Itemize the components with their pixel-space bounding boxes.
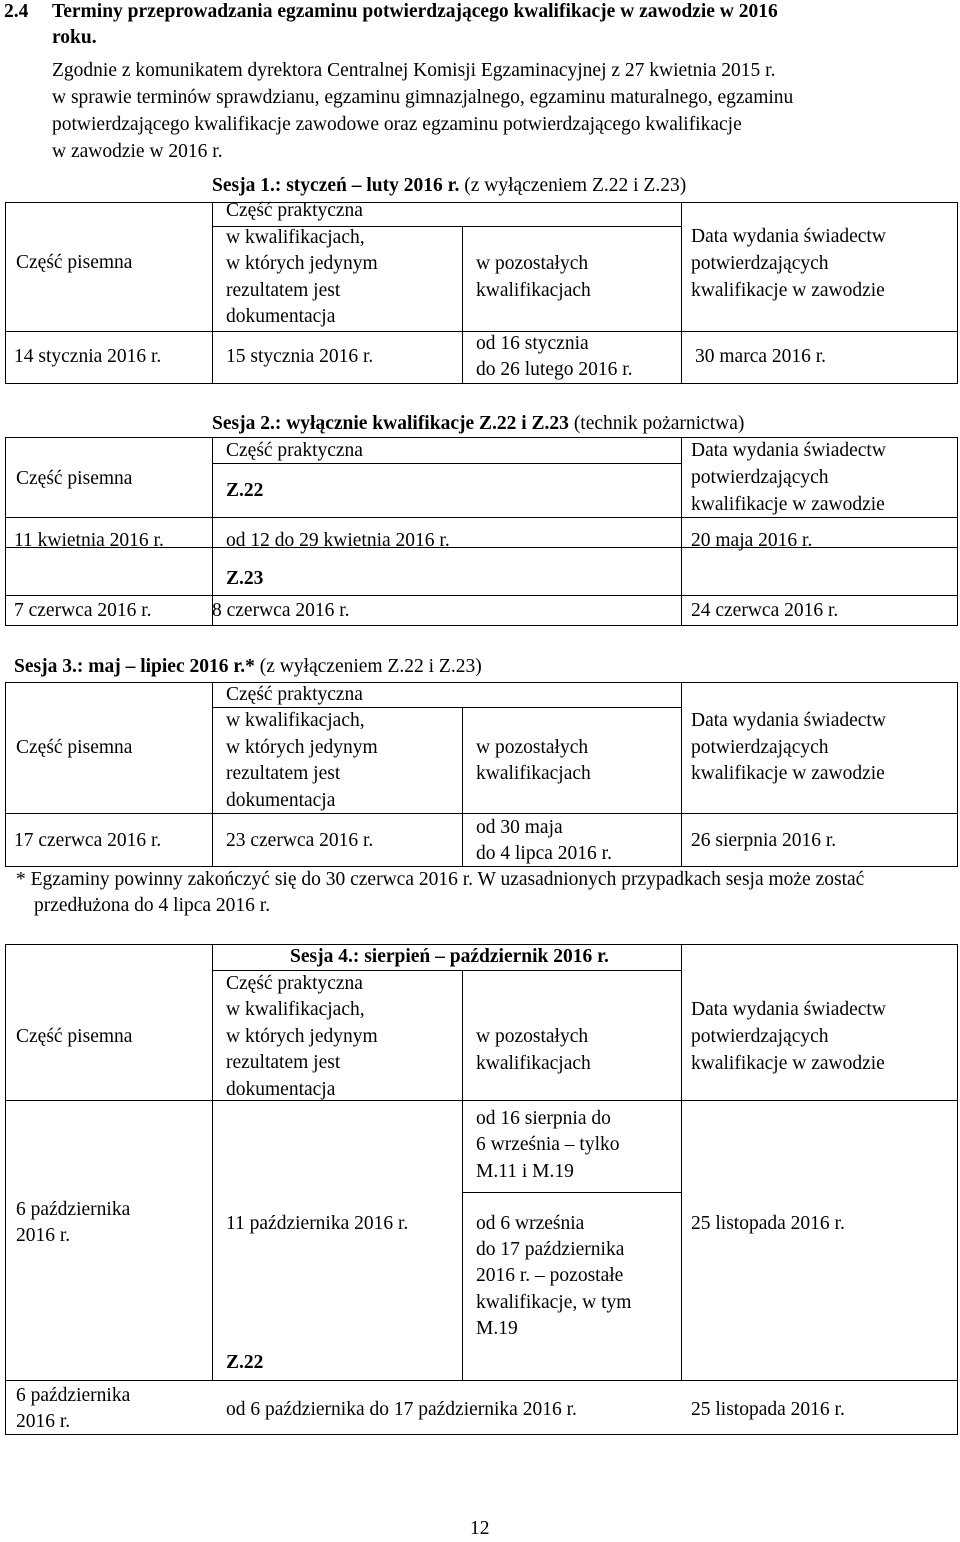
- doc-qual-label: w kwalifikacjach,: [226, 710, 365, 731]
- session4-title: Sesja 4.: sierpień – październik 2016 r.: [290, 946, 609, 967]
- section-title-cont: roku.: [52, 27, 97, 48]
- practical-date: od 12 do 29 kwietnia 2016 r.: [226, 530, 450, 551]
- practical-part-header: Część praktyczna: [226, 684, 363, 705]
- cert-date-header: potwierdzających: [691, 737, 829, 758]
- written-part-header: Część pisemna: [16, 1026, 133, 1047]
- cert-date-header: kwalifikacje w zawodzie: [691, 763, 885, 784]
- session1-title: Sesja 1.: styczeń – luty 2016 r. (z wyłączeniem Z.22 i Z.23): [212, 175, 687, 196]
- doc-qual-label: rezultatem jest: [226, 280, 341, 301]
- intro-line: Zgodnie z komunikatem dyrektora Centralnej Komisji Egzaminacyjnej z 27 kwietnia 2015 r.: [52, 60, 776, 81]
- other-qual-label: w pozostałych: [476, 1026, 589, 1047]
- doc-practical-date: 23 czerwca 2016 r.: [226, 830, 374, 851]
- intro-line: w zawodzie w 2016 r.: [52, 141, 223, 162]
- cert-date-header: Data wydania świadectw: [691, 226, 886, 247]
- cert-date-header: kwalifikacje w zawodzie: [691, 280, 885, 301]
- cert-date: 26 sierpnia 2016 r.: [691, 830, 837, 851]
- doc-qual-label: w których jedynym: [226, 253, 378, 274]
- written-date: 6 października: [16, 1199, 131, 1220]
- practical-date: od 6 października do 17 października 2016 r.: [226, 1399, 577, 1420]
- written-date: 2016 r.: [16, 1411, 71, 1432]
- written-date: 6 października: [16, 1385, 131, 1406]
- m11-practical-date: M.11 i M.19: [476, 1161, 574, 1182]
- qualification-code: Z.23: [226, 568, 264, 589]
- doc-qual-label: dokumentacja: [226, 1079, 336, 1100]
- cert-date: 25 listopada 2016 r.: [691, 1213, 845, 1234]
- doc-practical-date: 11 października 2016 r.: [226, 1213, 409, 1234]
- doc-qual-label: w kwalifikacjach,: [226, 227, 365, 248]
- intro-line: potwierdzającego kwalifikacje zawodowe oraz egzaminu potwierdzającego kwalifikacje: [52, 114, 742, 135]
- practical-date: 8 czerwca 2016 r.: [212, 600, 350, 621]
- cert-date: 25 listopada 2016 r.: [691, 1399, 845, 1420]
- other-practical-date: od 16 stycznia: [476, 333, 589, 354]
- practical-part-header: Część praktyczna: [226, 973, 363, 994]
- other-qual-label: w pozostałych: [476, 737, 589, 758]
- practical-part-header: Część praktyczna: [226, 440, 363, 461]
- m11-practical-date: 6 września – tylko: [476, 1134, 620, 1155]
- cert-date-header: kwalifikacje w zawodzie: [691, 494, 885, 515]
- section-number: 2.4: [4, 1, 29, 22]
- doc-qual-label: w kwalifikacjach,: [226, 999, 365, 1020]
- written-part-header: Część pisemna: [16, 252, 133, 273]
- other-practical-date: od 6 września: [476, 1213, 585, 1234]
- footnote: * Egzaminy powinny zakończyć się do 30 czerwca 2016 r. W uzasadnionych przypadkach sesja może zostać: [16, 869, 865, 890]
- other-practical-date: od 30 maja: [476, 817, 563, 838]
- doc-qual-label: w których jedynym: [226, 1026, 378, 1047]
- doc-qual-label: dokumentacja: [226, 790, 336, 811]
- written-part-header: Część pisemna: [16, 737, 133, 758]
- page-number: 12: [470, 1518, 490, 1539]
- cert-date-header: Data wydania świadectw: [691, 440, 886, 461]
- other-qual-label: kwalifikacjach: [476, 280, 591, 301]
- other-qual-label: kwalifikacjach: [476, 1053, 591, 1074]
- cert-date-header: kwalifikacje w zawodzie: [691, 1053, 885, 1074]
- other-practical-date: M.19: [476, 1318, 518, 1339]
- footnote: przedłużona do 4 lipca 2016 r.: [34, 895, 271, 916]
- written-date: 2016 r.: [16, 1225, 71, 1246]
- section-title: Terminy przeprowadzania egzaminu potwierdzającego kwalifikacje w zawodzie w 2016: [52, 1, 778, 22]
- written-date: 14 stycznia 2016 r.: [14, 346, 162, 367]
- session3-title: Sesja 3.: maj – lipiec 2016 r.* (z wyłączeniem Z.22 i Z.23): [14, 656, 482, 677]
- cert-date: 20 maja 2016 r.: [691, 530, 813, 551]
- written-part-header: Część pisemna: [16, 468, 133, 489]
- session2-title: Sesja 2.: wyłącznie kwalifikacje Z.22 i Z.23 (technik pożarnictwa): [212, 413, 745, 434]
- other-practical-date: do 4 lipca 2016 r.: [476, 843, 612, 864]
- written-date: 7 czerwca 2016 r.: [14, 600, 152, 621]
- other-practical-date: kwalifikacje, w tym: [476, 1292, 632, 1313]
- doc-qual-label: w których jedynym: [226, 737, 378, 758]
- cert-date-header: Data wydania świadectw: [691, 999, 886, 1020]
- doc-practical-date: 15 stycznia 2016 r.: [226, 346, 374, 367]
- doc-qual-label: rezultatem jest: [226, 1052, 341, 1073]
- cert-date: 30 marca 2016 r.: [695, 346, 827, 367]
- cert-date-header: potwierdzających: [691, 253, 829, 274]
- qualification-code: Z.22: [226, 480, 264, 501]
- other-qual-label: w pozostałych: [476, 253, 589, 274]
- other-practical-date: 2016 r. – pozostałe: [476, 1265, 624, 1286]
- doc-qual-label: dokumentacja: [226, 306, 336, 327]
- cert-date: 24 czerwca 2016 r.: [691, 600, 839, 621]
- other-practical-date: do 17 października: [476, 1239, 625, 1260]
- written-date: 11 kwietnia 2016 r.: [14, 530, 164, 551]
- qualification-code: Z.22: [226, 1352, 264, 1373]
- m11-practical-date: od 16 sierpnia do: [476, 1108, 611, 1129]
- practical-part-header: Część praktyczna: [226, 200, 363, 221]
- cert-date-header: Data wydania świadectw: [691, 710, 886, 731]
- written-date: 17 czerwca 2016 r.: [14, 830, 162, 851]
- cert-date-header: potwierdzających: [691, 467, 829, 488]
- intro-line: w sprawie terminów sprawdzianu, egzaminu gimnazjalnego, egzaminu maturalnego, egzaminu: [52, 87, 794, 108]
- cert-date-header: potwierdzających: [691, 1026, 829, 1047]
- other-qual-label: kwalifikacjach: [476, 763, 591, 784]
- other-practical-date: do 26 lutego 2016 r.: [476, 359, 633, 380]
- doc-qual-label: rezultatem jest: [226, 763, 341, 784]
